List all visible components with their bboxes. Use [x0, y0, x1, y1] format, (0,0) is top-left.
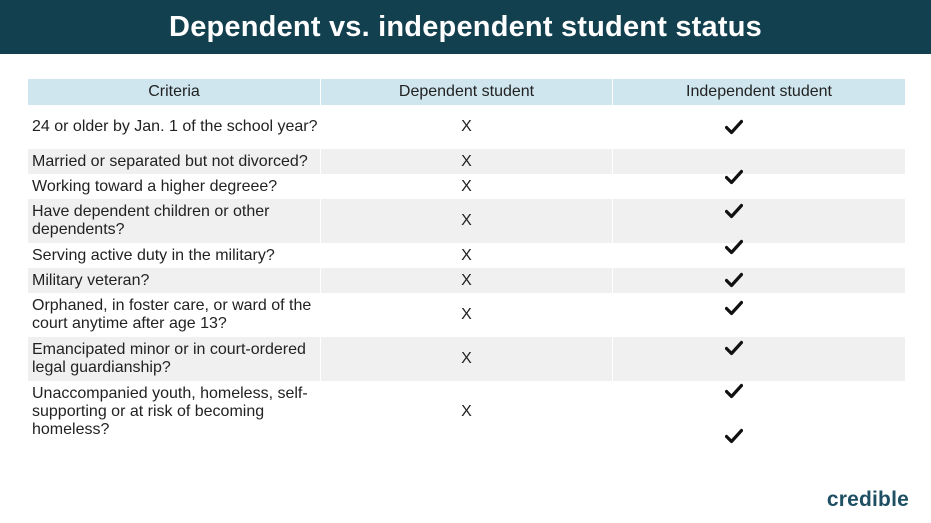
table-row: [28, 268, 905, 293]
independent-cell: [612, 105, 905, 149]
independent-cell: [612, 293, 905, 337]
checkmark-icon: [725, 272, 743, 288]
independent-cell: [612, 199, 905, 243]
table-row: [28, 199, 905, 243]
criteria-cell: Working toward a higher degreee?: [32, 177, 278, 195]
dependent-cell: X: [320, 149, 612, 174]
independent-cell: [612, 337, 905, 381]
checkmark-icon: [725, 119, 743, 135]
checkmark-icon: [725, 239, 743, 255]
page-title: Dependent vs. independent student status: [0, 0, 931, 54]
status-table: [28, 79, 905, 443]
checkmark-icon: [725, 203, 743, 219]
checkmark-icon: [725, 340, 743, 356]
dependent-cell: X: [320, 337, 612, 381]
independent-cell: [612, 381, 905, 443]
table-row: [28, 243, 905, 268]
dependent-cell: X: [320, 199, 612, 243]
dependent-cell: X: [320, 293, 612, 337]
criteria-cell: Married or separated but not divorced?: [32, 152, 308, 170]
table-row: [28, 149, 905, 174]
dependent-cell: X: [320, 381, 612, 443]
criteria-cell: 24 or older by Jan. 1 of the school year?: [32, 118, 318, 135]
checkmark-icon: [725, 169, 743, 185]
criteria-cell: Have dependent children or other dependents?: [32, 203, 270, 238]
dependent-cell: X: [320, 174, 612, 199]
independent-cell: [612, 149, 905, 174]
checkmark-icon: [725, 383, 743, 399]
criteria-cell: Military veteran?: [32, 271, 150, 289]
header-independent: Independent student: [612, 79, 905, 105]
table-row: [28, 105, 905, 149]
table-row: [28, 174, 905, 199]
header-criteria: Criteria: [148, 83, 200, 100]
dependent-cell: X: [320, 243, 612, 268]
dependent-cell: X: [320, 268, 612, 293]
table-row: [28, 293, 905, 337]
credible-logo: credible: [826, 488, 909, 511]
criteria-cell: Orphaned, in foster care, or ward of the court anytime after age 13?: [32, 297, 312, 332]
independent-cell: [612, 243, 905, 268]
independent-cell: [612, 174, 905, 199]
checkmark-icon: [725, 300, 743, 316]
criteria-cell: Serving active duty in the military?: [32, 246, 275, 264]
independent-cell: [612, 268, 905, 293]
dependent-cell: X: [320, 105, 612, 149]
table-row: [28, 381, 905, 443]
criteria-cell: Unaccompanied youth, homeless, self-supporting or at risk of becoming homeless?: [32, 385, 308, 438]
header-dependent: Dependent student: [320, 79, 612, 105]
checkmark-icon: [725, 428, 743, 444]
criteria-cell: Emancipated minor or in court-ordered legal guardianship?: [32, 341, 306, 376]
table-header: [28, 79, 905, 105]
table-row: [28, 337, 905, 381]
